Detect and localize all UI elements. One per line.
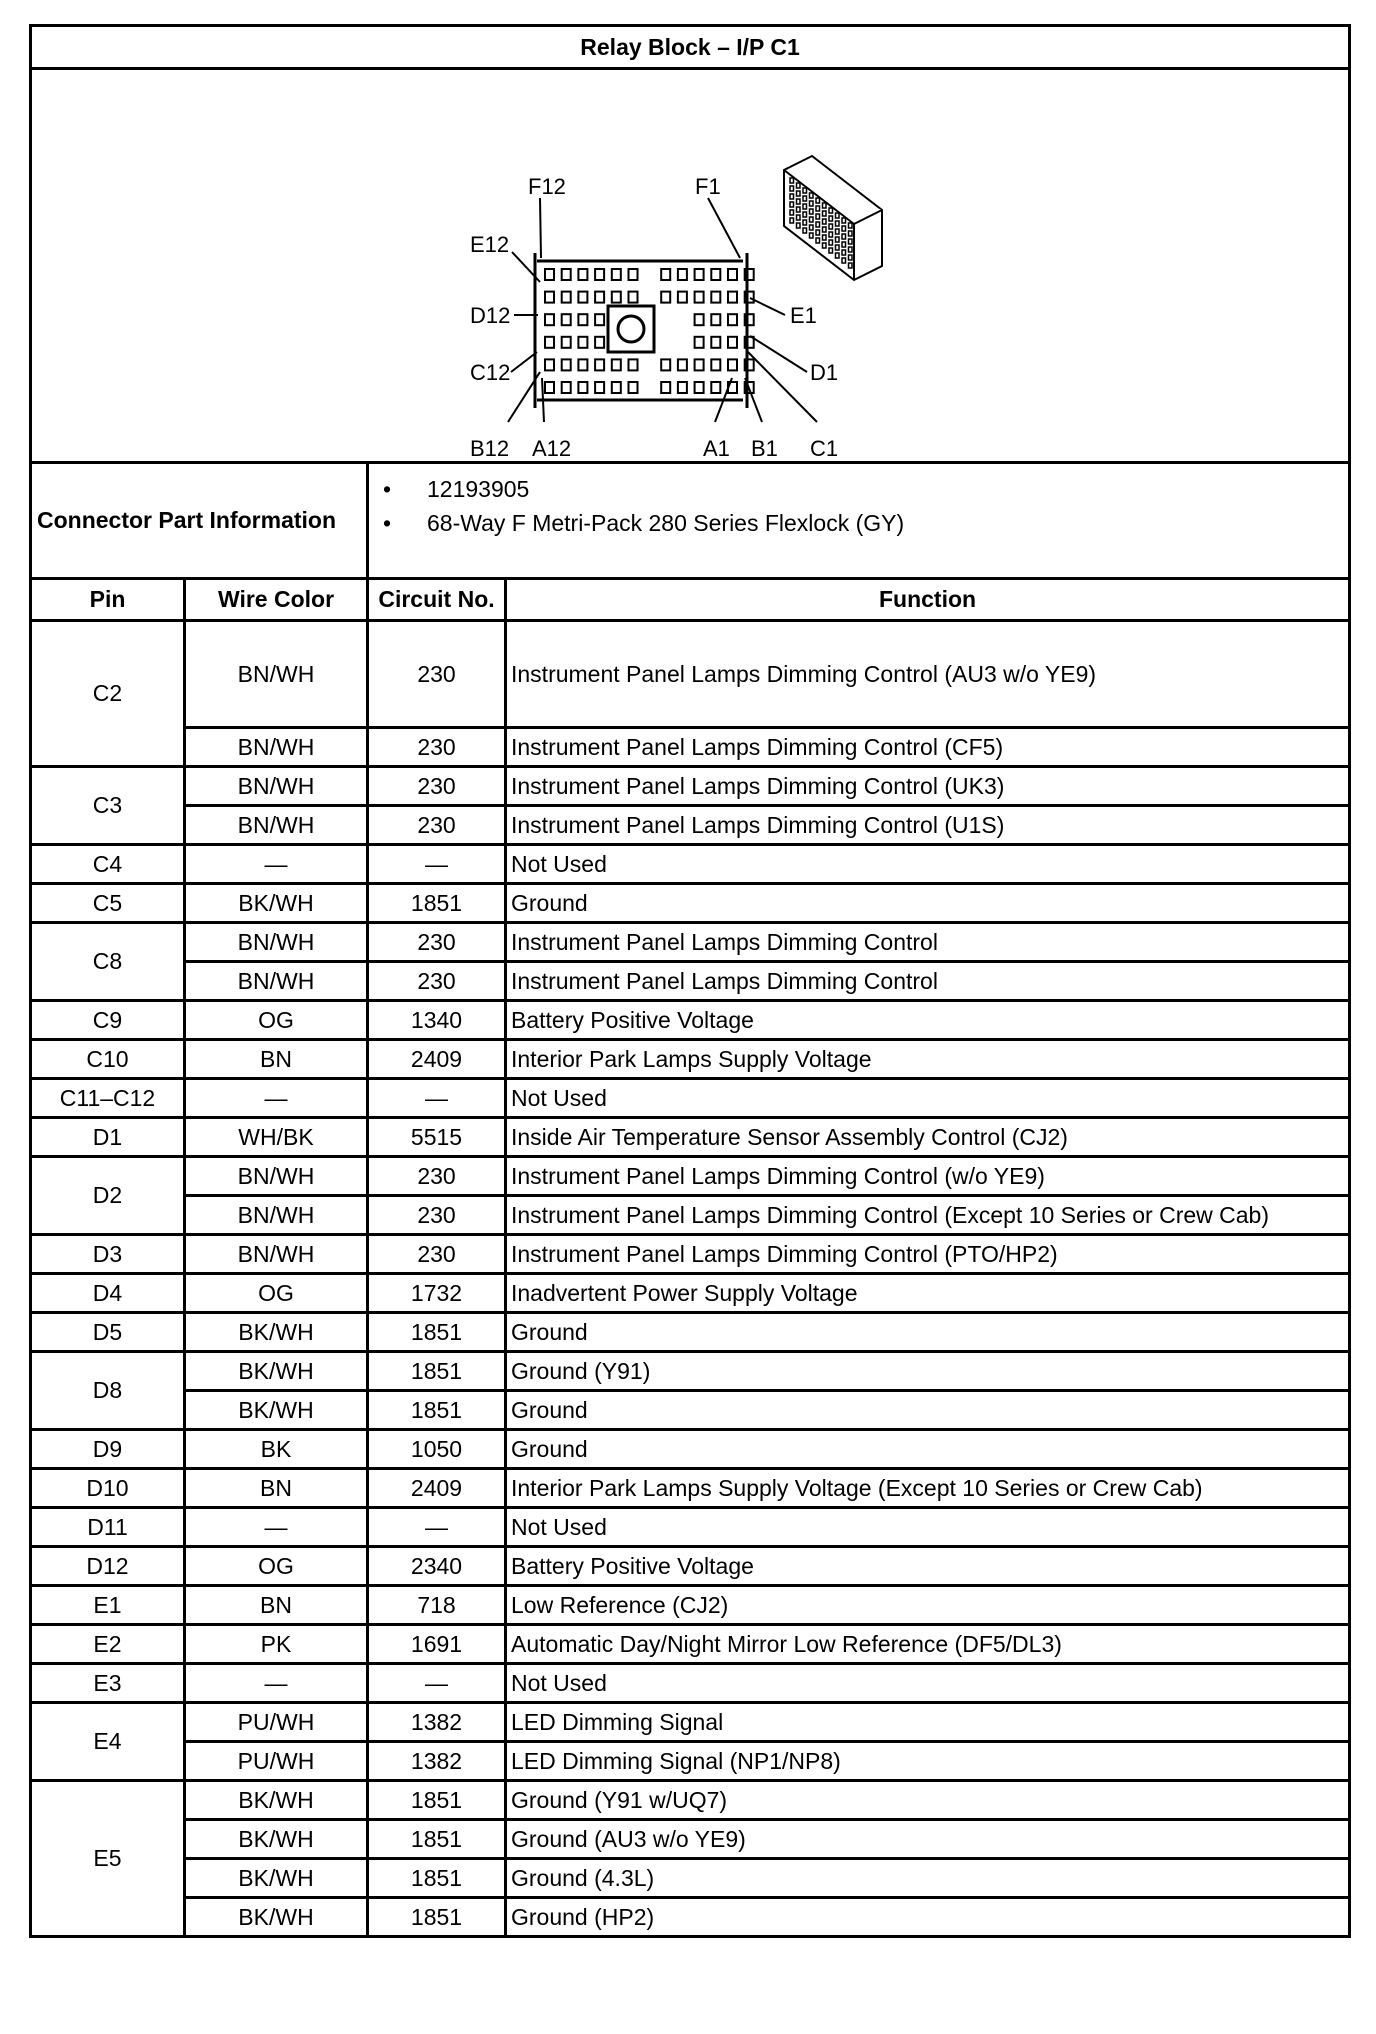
function-cell: Ground [506, 884, 1350, 923]
pin-cavity [545, 292, 554, 303]
pin-cavity [629, 382, 638, 393]
iso-pin [829, 248, 833, 253]
table-row [31, 923, 1350, 962]
iso-pin [842, 242, 846, 247]
circuit-cell: 1851 [368, 1820, 506, 1859]
pin-cell: D5 [31, 1313, 185, 1352]
iso-pin [836, 237, 840, 242]
pin-cell: E2 [31, 1625, 185, 1664]
pin-cavity [728, 292, 737, 303]
function-cell: Ground (Y91) [506, 1352, 1350, 1391]
pin-cavity [711, 269, 720, 280]
table-row [31, 1352, 1350, 1391]
label-c12: C12 [470, 360, 511, 385]
iso-pin [790, 186, 794, 191]
function-cell: Inadvertent Power Supply Voltage [506, 1274, 1350, 1313]
circuit-cell: 230 [368, 1157, 506, 1196]
function-cell: LED Dimming Signal (NP1/NP8) [506, 1742, 1350, 1781]
header-pin: Pin [31, 579, 185, 621]
iso-pin [849, 263, 853, 268]
function-cell: Ground (HP2) [506, 1898, 1350, 1937]
pin-cavity [661, 382, 670, 393]
wire-color-cell: BK/WH [185, 1859, 368, 1898]
table-row [31, 1859, 1350, 1898]
connector-info-label: Connector Part Information [31, 463, 368, 579]
iso-pin [842, 234, 846, 239]
iso-pin [803, 188, 807, 193]
function-cell: Not Used [506, 1079, 1350, 1118]
table-row [31, 845, 1350, 884]
function-cell: Ground [506, 1391, 1350, 1430]
pin-cavity [562, 382, 571, 393]
iso-pin [836, 253, 840, 258]
iso-pin [823, 227, 827, 232]
pin-cell: D11 [31, 1508, 185, 1547]
wire-color-cell: BK/WH [185, 1820, 368, 1859]
function-cell: LED Dimming Signal [506, 1703, 1350, 1742]
iso-pin [803, 220, 807, 225]
iso-pin [842, 218, 846, 223]
circuit-cell: 230 [368, 923, 506, 962]
function-cell: Instrument Panel Lamps Dimming Control (CF5) [506, 728, 1350, 767]
pin-cavity [695, 337, 704, 348]
function-cell: Ground (Y91 w/UQ7) [506, 1781, 1350, 1820]
iso-pin [829, 232, 833, 237]
wire-color-cell: BN/WH [185, 923, 368, 962]
circuit-cell: — [368, 1664, 506, 1703]
pin-cavity [595, 314, 604, 325]
table-row [31, 1430, 1350, 1469]
iso-pin [816, 222, 820, 227]
function-cell: Not Used [506, 1508, 1350, 1547]
pin-cell: C3 [31, 767, 185, 845]
circuit-cell: — [368, 1508, 506, 1547]
circuit-cell: 1851 [368, 1898, 506, 1937]
wire-color-cell: OG [185, 1274, 368, 1313]
iso-pin [810, 209, 814, 214]
pin-cavity [728, 314, 737, 325]
circuit-cell: 230 [368, 962, 506, 1001]
iso-pin [849, 239, 853, 244]
pin-cavity [629, 269, 638, 280]
pin-cell: C4 [31, 845, 185, 884]
pin-cavity [728, 337, 737, 348]
table-row [31, 1820, 1350, 1859]
table-row [31, 1547, 1350, 1586]
label-c1: C1 [810, 436, 839, 461]
iso-pin [816, 206, 820, 211]
iso-pin [849, 223, 853, 228]
pin-cavity [711, 337, 720, 348]
pin-cell: C11–C12 [31, 1079, 185, 1118]
label-a1: A1 [703, 436, 730, 461]
table-row [31, 1664, 1350, 1703]
pin-cavity [578, 382, 587, 393]
iso-pin [803, 204, 807, 209]
circuit-cell: 1382 [368, 1703, 506, 1742]
wire-color-cell: BN/WH [185, 1235, 368, 1274]
iso-pin [823, 203, 827, 208]
pin-cavity [629, 359, 638, 370]
page-title: Relay Block – I/P C1 [31, 26, 1350, 69]
pin-cavity [695, 314, 704, 325]
iso-pin [810, 217, 814, 222]
pin-cavity [578, 292, 587, 303]
function-cell: Ground (4.3L) [506, 1859, 1350, 1898]
header-circuit: Circuit No. [368, 579, 506, 621]
pin-cell: D4 [31, 1274, 185, 1313]
pin-cavity [545, 314, 554, 325]
iso-pin [797, 215, 801, 220]
wire-color-cell: OG [185, 1547, 368, 1586]
wire-color-cell: BK/WH [185, 1352, 368, 1391]
table-row [31, 1586, 1350, 1625]
function-cell: Interior Park Lamps Supply Voltage (Except 10 Series or Crew Cab) [506, 1469, 1350, 1508]
circuit-cell: 1340 [368, 1001, 506, 1040]
function-cell: Interior Park Lamps Supply Voltage [506, 1040, 1350, 1079]
wire-color-cell: BK/WH [185, 1313, 368, 1352]
pin-cell: C10 [31, 1040, 185, 1079]
pin-cell: D9 [31, 1430, 185, 1469]
pin-cell: C2 [31, 621, 185, 767]
iso-pin [823, 219, 827, 224]
pin-cavity [612, 382, 621, 393]
pin-cell: D3 [31, 1235, 185, 1274]
wire-color-cell: — [185, 1664, 368, 1703]
pin-cavity [711, 359, 720, 370]
function-cell: Instrument Panel Lamps Dimming Control (AU3 w/o YE9) [506, 621, 1350, 728]
table-row [31, 621, 1350, 728]
iso-pin [823, 235, 827, 240]
function-cell: Ground (AU3 w/o YE9) [506, 1820, 1350, 1859]
circuit-cell: 230 [368, 1196, 506, 1235]
circuit-cell: 1851 [368, 884, 506, 923]
pin-cavity [612, 359, 621, 370]
pin-cavity [629, 292, 638, 303]
circuit-cell: 718 [368, 1586, 506, 1625]
pin-cavity [545, 269, 554, 280]
connector-info-list [368, 463, 1350, 579]
iso-pin [810, 225, 814, 230]
pin-cavity [595, 269, 604, 280]
iso-pin [849, 247, 853, 252]
pin-cavity [545, 382, 554, 393]
table-row [31, 806, 1350, 845]
table-row [31, 1274, 1350, 1313]
wire-color-cell: BN/WH [185, 1157, 368, 1196]
table-row [31, 1235, 1350, 1274]
pin-cavity [695, 269, 704, 280]
circuit-cell: 2409 [368, 1469, 506, 1508]
function-cell: Automatic Day/Night Mirror Low Reference (DF5/DL3) [506, 1625, 1350, 1664]
label-e1: E1 [790, 303, 817, 328]
pin-cavity [661, 292, 670, 303]
pin-cavity [562, 337, 571, 348]
function-cell: Inside Air Temperature Sensor Assembly Control (CJ2) [506, 1118, 1350, 1157]
label-f12: F12 [528, 174, 566, 199]
pin-cell: C5 [31, 884, 185, 923]
function-cell: Not Used [506, 845, 1350, 884]
wire-color-cell: OG [185, 1001, 368, 1040]
function-cell: Instrument Panel Lamps Dimming Control (U1S) [506, 806, 1350, 845]
pin-cavity [695, 382, 704, 393]
iso-pin [803, 196, 807, 201]
table-row [31, 884, 1350, 923]
wire-color-cell: BN [185, 1040, 368, 1079]
label-d12: D12 [470, 303, 511, 328]
pin-cavity [562, 314, 571, 325]
connector-sheet [29, 24, 1348, 1938]
wire-color-cell: BN/WH [185, 806, 368, 845]
circuit-cell: 230 [368, 806, 506, 845]
iso-pin [829, 216, 833, 221]
function-cell: Instrument Panel Lamps Dimming Control [506, 962, 1350, 1001]
circuit-cell: 230 [368, 621, 506, 728]
pin-cell: D12 [31, 1547, 185, 1586]
iso-pin [816, 198, 820, 203]
pin-cavity [578, 314, 587, 325]
circuit-cell: 1851 [368, 1391, 506, 1430]
connector-diagram-cell [31, 69, 1350, 463]
label-b12: B12 [470, 436, 510, 461]
wire-color-cell: WH/BK [185, 1118, 368, 1157]
pin-cavity [595, 382, 604, 393]
pin-cell: C9 [31, 1001, 185, 1040]
wire-color-cell: BN/WH [185, 962, 368, 1001]
table-row [31, 1040, 1350, 1079]
pin-cavity [678, 269, 687, 280]
circuit-cell: 1691 [368, 1625, 506, 1664]
pin-cell: D10 [31, 1469, 185, 1508]
iso-pin [842, 250, 846, 255]
iso-pin [842, 226, 846, 231]
label-e12: E12 [470, 232, 510, 257]
table-row [31, 1742, 1350, 1781]
table-row [31, 728, 1350, 767]
pin-cavity [595, 292, 604, 303]
pin-cavity [562, 269, 571, 280]
pin-cavity [595, 359, 604, 370]
pin-cavity [612, 292, 621, 303]
pin-cavity [678, 292, 687, 303]
iso-pin [816, 230, 820, 235]
iso-pin [816, 214, 820, 219]
iso-pin [797, 191, 801, 196]
circuit-cell: — [368, 1079, 506, 1118]
circuit-cell: 1851 [368, 1859, 506, 1898]
function-cell: Not Used [506, 1664, 1350, 1703]
table-row [31, 1898, 1350, 1937]
pin-cavity [562, 359, 571, 370]
function-cell: Battery Positive Voltage [506, 1001, 1350, 1040]
table-row [31, 1391, 1350, 1430]
iso-pin [829, 208, 833, 213]
function-cell: Ground [506, 1430, 1350, 1469]
pin-cavity [545, 359, 554, 370]
part-number: • 12193905 [427, 472, 1348, 506]
function-cell: Ground [506, 1313, 1350, 1352]
table-row [31, 1001, 1350, 1040]
pin-cell: D2 [31, 1157, 185, 1235]
circuit-cell: 2409 [368, 1040, 506, 1079]
label-a12: A12 [532, 436, 572, 461]
table-row [31, 1781, 1350, 1820]
pin-cavity [711, 314, 720, 325]
iso-pin [803, 212, 807, 217]
table-row [31, 1196, 1350, 1235]
iso-pin [829, 224, 833, 229]
iso-pin [803, 228, 807, 233]
circuit-cell: 1851 [368, 1781, 506, 1820]
pinout-table [29, 24, 1351, 1938]
pin-cell: C8 [31, 923, 185, 1001]
wire-color-cell: BK/WH [185, 1391, 368, 1430]
iso-pin [823, 243, 827, 248]
wire-color-cell: — [185, 1508, 368, 1547]
iso-pin [836, 245, 840, 250]
circuit-cell: 1851 [368, 1352, 506, 1391]
iso-pin [836, 221, 840, 226]
pin-cavity [728, 359, 737, 370]
table-row [31, 962, 1350, 1001]
header-function: Function [506, 579, 1350, 621]
pin-cavity [695, 359, 704, 370]
iso-pin [823, 211, 827, 216]
table-row [31, 767, 1350, 806]
circuit-cell: 5515 [368, 1118, 506, 1157]
pin-cavity [545, 337, 554, 348]
iso-pin [836, 229, 840, 234]
circuit-cell: 1050 [368, 1430, 506, 1469]
iso-pin [842, 258, 846, 263]
pin-cell: E5 [31, 1781, 185, 1937]
iso-pin [790, 218, 794, 223]
pin-cavity [595, 337, 604, 348]
table-row [31, 1079, 1350, 1118]
wire-color-cell: BK [185, 1430, 368, 1469]
iso-pin [790, 210, 794, 215]
label-b1: B1 [751, 436, 778, 461]
iso-pin [810, 201, 814, 206]
wire-color-cell: BK/WH [185, 1781, 368, 1820]
table-row [31, 1118, 1350, 1157]
wire-color-cell: BN [185, 1586, 368, 1625]
wire-color-cell: BN/WH [185, 728, 368, 767]
pin-cavity [612, 269, 621, 280]
iso-pin [797, 199, 801, 204]
iso-pin [810, 193, 814, 198]
pin-cavity [695, 292, 704, 303]
pin-cavity [578, 337, 587, 348]
iso-pin [797, 207, 801, 212]
pin-cell: E1 [31, 1586, 185, 1625]
function-cell: Low Reference (CJ2) [506, 1586, 1350, 1625]
wire-color-cell: — [185, 1079, 368, 1118]
iso-pin [810, 233, 814, 238]
connector-face [535, 253, 747, 408]
wire-color-cell: PU/WH [185, 1703, 368, 1742]
pin-cavity [562, 292, 571, 303]
circuit-cell: 230 [368, 1235, 506, 1274]
iso-pin [849, 231, 853, 236]
iso-pin [797, 223, 801, 228]
iso-pin [790, 202, 794, 207]
function-cell: Instrument Panel Lamps Dimming Control (PTO/HP2) [506, 1235, 1350, 1274]
wire-color-cell: BN/WH [185, 1196, 368, 1235]
pin-cavity [711, 292, 720, 303]
wire-color-cell: PU/WH [185, 1742, 368, 1781]
wire-color-cell: BK/WH [185, 884, 368, 923]
function-cell: Instrument Panel Lamps Dimming Control [506, 923, 1350, 962]
pin-cavity [728, 269, 737, 280]
table-row [31, 1625, 1350, 1664]
function-cell: Instrument Panel Lamps Dimming Control (w/o YE9) [506, 1157, 1350, 1196]
table-row [31, 1703, 1350, 1742]
pin-grid [545, 269, 754, 393]
wire-color-cell: BN [185, 1469, 368, 1508]
iso-pin [849, 255, 853, 260]
wire-color-cell: PK [185, 1625, 368, 1664]
iso-pin [790, 178, 794, 183]
table-row [31, 1157, 1350, 1196]
circuit-cell: 1851 [368, 1313, 506, 1352]
iso-pin [836, 213, 840, 218]
header-wire-color: Wire Color [185, 579, 368, 621]
function-cell: Battery Positive Voltage [506, 1547, 1350, 1586]
wire-color-cell: BN/WH [185, 621, 368, 728]
wire-color-cell: — [185, 845, 368, 884]
iso-pin [829, 240, 833, 245]
circuit-cell: 230 [368, 728, 506, 767]
label-f1: F1 [695, 174, 721, 199]
pin-cavity [578, 359, 587, 370]
circuit-cell: 230 [368, 767, 506, 806]
table-row [31, 1469, 1350, 1508]
pin-cavity [678, 359, 687, 370]
pin-cell: E4 [31, 1703, 185, 1781]
pin-cell: D1 [31, 1118, 185, 1157]
pin-cell: D8 [31, 1352, 185, 1430]
circuit-cell: 1382 [368, 1742, 506, 1781]
circuit-cell: 1732 [368, 1274, 506, 1313]
iso-pin [816, 238, 820, 243]
circuit-cell: 2340 [368, 1547, 506, 1586]
connector-3d-view-icon [784, 156, 882, 280]
connector-description: • 68-Way F Metri-Pack 280 Series Flexlock (GY) [427, 506, 1348, 540]
pin-cell: E3 [31, 1664, 185, 1703]
connector-diagram [32, 70, 1345, 461]
pin-cavity [711, 382, 720, 393]
pin-cavity [678, 382, 687, 393]
table-row [31, 1313, 1350, 1352]
function-cell: Instrument Panel Lamps Dimming Control (UK3) [506, 767, 1350, 806]
table-row [31, 1508, 1350, 1547]
iso-pin [790, 194, 794, 199]
wire-color-cell: BK/WH [185, 1898, 368, 1937]
pin-cavity [661, 269, 670, 280]
circuit-cell: — [368, 845, 506, 884]
label-d1: D1 [810, 360, 839, 385]
pin-cavity [661, 359, 670, 370]
function-cell: Instrument Panel Lamps Dimming Control (Except 10 Series or Crew Cab) [506, 1196, 1350, 1235]
iso-pin [797, 183, 801, 188]
wire-color-cell: BN/WH [185, 767, 368, 806]
pin-cavity [578, 269, 587, 280]
